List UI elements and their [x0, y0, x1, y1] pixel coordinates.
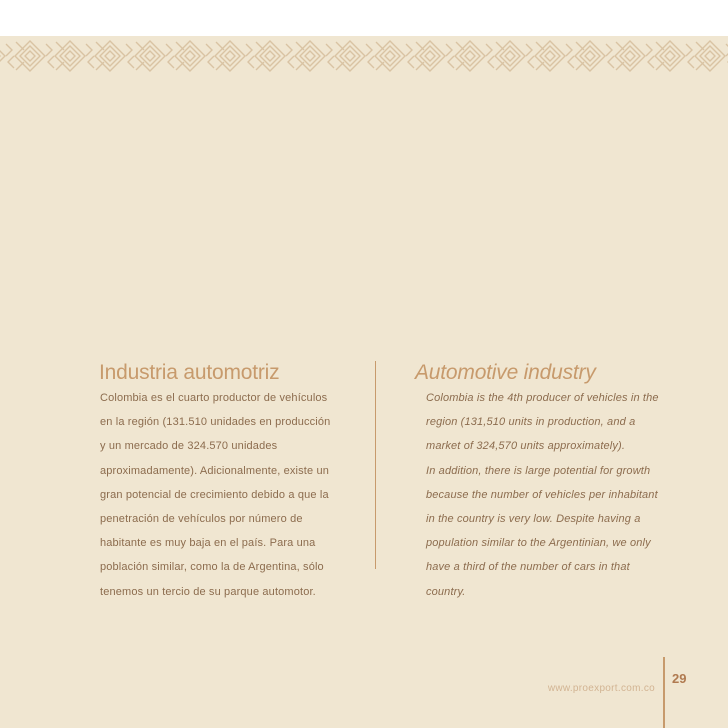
spanish-line: habitante es muy baja en el país. Para una — [100, 537, 316, 550]
geometric-pattern-icon — [0, 36, 728, 76]
english-line: Colombia is the 4th producer of vehicles in the — [426, 392, 659, 404]
top-white-strip — [0, 0, 728, 36]
website-link[interactable]: www.proexport.com.co — [547, 683, 655, 694]
english-heading: Automotive industry — [415, 361, 596, 384]
page-number: 29 — [672, 671, 687, 686]
spanish-line: población similar, como la de Argentina, sólo — [100, 561, 324, 574]
spanish-line: penetración de vehículos por número de — [100, 513, 303, 526]
english-line: country. — [426, 585, 466, 598]
spanish-line: en la región (131.510 unidades en producción — [100, 416, 331, 429]
spanish-line: tenemos un tercio de su parque automotor. — [100, 585, 316, 598]
footer-divider — [663, 657, 665, 728]
spanish-line: aproximadamente). Adicionalmente, existe un — [100, 464, 330, 477]
spanish-body — [100, 386, 360, 604]
english-line: because the number of vehicles per inhabitant — [426, 488, 658, 501]
english-line: in the country is very low. Despite having a — [426, 513, 641, 526]
spanish-line: gran potencial de crecimiento debido a que la — [100, 488, 329, 501]
spanish-heading: Industria automotriz — [99, 361, 280, 384]
decorative-pattern-band — [0, 36, 728, 76]
spanish-line: y un mercado de 324.570 unidades — [100, 440, 278, 453]
english-line: have a third of the number of cars in that — [426, 561, 630, 574]
english-line: In addition, there is large potential for growth — [426, 464, 651, 477]
english-line: region (131,510 units in production, and a — [426, 416, 636, 429]
english-body — [426, 386, 676, 604]
english-line: population similar to the Argentinian, we only — [426, 537, 651, 550]
spanish-line: Colombia es el cuarto productor de vehículos — [100, 392, 328, 404]
column-divider — [375, 361, 376, 569]
english-line: market of 324,570 units approximately). — [426, 440, 626, 453]
